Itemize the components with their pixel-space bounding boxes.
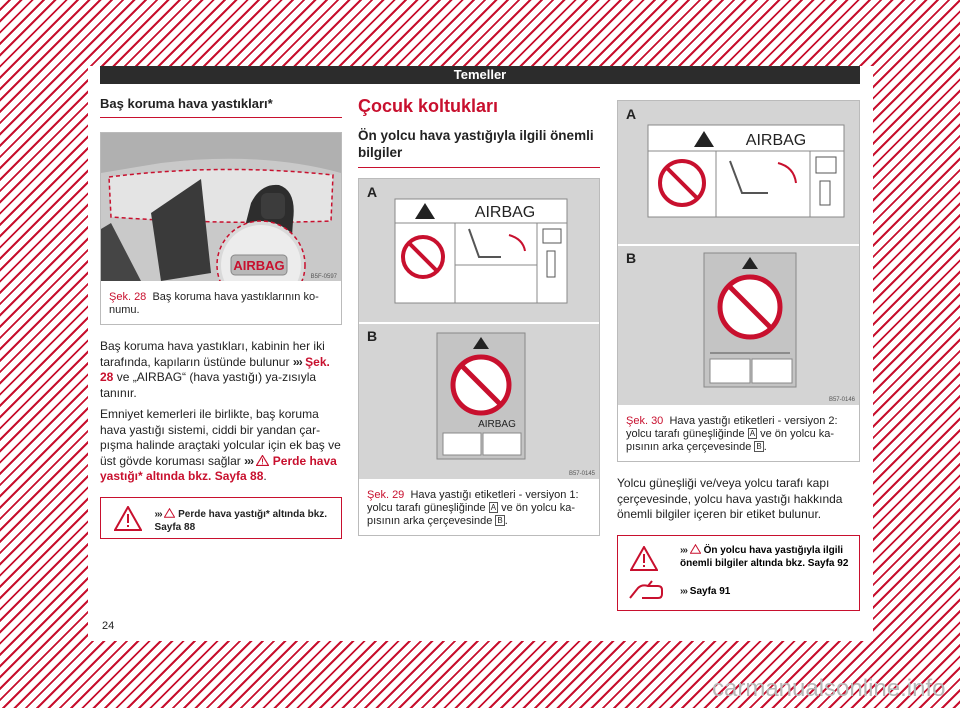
figure-code: B5F-0597 [310,274,337,280]
figure-29 [358,178,600,536]
section-title: Baş koruma hava yastıkları* [100,96,342,118]
paragraph-1-text-a: Baş koruma hava yastıkları, kabinin her iki tarafında, kapıların üstünde bulunur [100,339,325,369]
column-1 [100,96,342,539]
airbag-label: AIRBAG [233,258,285,273]
warning-triangle-icon [114,506,142,531]
ref-link-fig-28[interactable]: Şek. 28 [100,354,330,384]
figure-caption-label: Şek. 30 [626,415,664,427]
warning-triangle-icon [630,546,658,571]
warning-box [100,497,342,539]
figure-caption-text-2: ve ön yolcu ka-pısının arka çerçevesinde [626,428,835,453]
page-header: Temeller [100,66,860,84]
warning-note-box [617,535,860,611]
label-a: A [626,106,637,122]
figure-caption-label: Şek. 29 [367,489,405,501]
warning-triangle-small-icon [164,508,175,518]
paragraph-1: Baş koruma hava yastıkları, kabinin her iki tarafında, kapıların üstünde bulunur ››› Şek. 28 ve „AIRBAG“ (hava yastığı) ya-zısıyla tanınır. [100,339,330,400]
figure-code: B57-0146 [828,397,855,403]
note-text-content[interactable]: Sayfa 91 [689,585,731,597]
airbag-sticker-title: AIRBAG [745,132,807,149]
page-number: 24 [102,620,115,632]
label-a: A [367,184,378,200]
chapter-title: Çocuk koltukları [358,96,499,116]
ref-link-curtain-airbag[interactable]: Perde hava yastığı* altında bkz. Sayfa 88 [100,453,337,483]
watermark: carmanualsonline.info [712,675,946,702]
warning-icon-wrap [101,498,155,538]
figure-caption: Şek. 30 Hava yastığı etiketleri - versiyon 2: yolcu tarafı güneşliğinde A ve ön yolcu ka-pısının arka çerçevesinde B . [626,415,838,453]
warning-triangle-small-icon [690,544,701,554]
key-a-badge: A [749,429,756,438]
warning-text: ››› Ön yolcu hava yastığıyla ilgili önemli bilgiler altında bkz. Sayfa 92 [680,544,849,569]
paragraph-col3: Yolcu güneşliği ve/veya yolcu tarafı kapı çerçevesinde, yolcu hava yastığı hakkında önemli bilgiler içeren bir etiket bulunur. [617,476,843,521]
paragraph-1-text-b: ve „AIRBAG“ (hava yastığı) ya-zısıyla tanınır. [100,370,317,400]
figure-caption-label: Şek. 28 [109,291,147,303]
label-b: B [367,328,378,344]
warning-text: ››› Perde hava yastığı* altında bkz. Sayfa 88 [154,508,328,533]
label-b: B [626,250,637,266]
airbag-sticker-b-title: AIRBAG [478,419,516,430]
paragraph-2: Emniyet kemerleri ile birlikte, baş koruma hava yastığı sistemi, ciddi bir yandan çar-pışma halinde araçtaki yolcular için ek baş ve üst gövde koruması sağlar ››› Perde hava yastığı* altında bkz. Sayfa 88. [100,407,341,483]
warning-icon-wrap [630,546,658,576]
note-text: ››› Sayfa 91 [680,585,731,597]
figure-code: B57-0145 [568,471,595,477]
key-b-badge: B [756,442,762,451]
paragraph-2-text: Emniyet kemerleri ile birlikte, baş koruma hava yastığı sistemi, ciddi bir yandan çar-pışma halinde araçtaki yolcular için ek baş ve üst gövde koruması sağlar [100,407,341,468]
note-icon-wrap [628,580,664,607]
airbag-labels-v2-illustration [618,101,859,405]
subsection-title: Ön yolcu hava yastığıyla ilgili önemli bilgiler [358,127,600,168]
airbag-labels-v1-illustration [359,179,599,479]
figure-30 [617,100,860,462]
note-hand-icon [628,580,664,602]
warning-text-content[interactable]: Perde hava yastığı* altında bkz. Sayfa 88 [154,508,328,533]
airbag-sticker-title: AIRBAG [474,204,536,221]
column-3 [617,96,860,611]
figure-caption-text: Baş koruma hava yastıklarının ko-numu. [109,291,319,316]
figure-caption [101,286,341,324]
head-airbag-illustration [101,133,341,281]
figure-caption: Şek. 29 Hava yastığı etiketleri - versiyon 1: yolcu tarafı güneşliğinde A ve ön yolcu ka-pısının arka çerçevesinde B . [367,489,579,527]
column-2 [358,96,600,536]
key-a-badge: A [490,503,497,512]
figure-28 [100,132,342,325]
figure-caption-text-1: Hava yastığı etiketleri - versiyon 1: yolcu tarafı güneşliğinde [367,489,579,514]
warning-text-content[interactable]: Ön yolcu hava yastığıyla ilgili önemli bilgiler altında bkz. Sayfa 92 [680,544,849,569]
key-b-badge: B [497,516,503,525]
warning-triangle-icon [256,455,269,466]
figure-caption-text-1: Hava yastığı etiketleri - versiyon 2: yolcu tarafı güneşliğinde [626,415,838,440]
figure-caption-text-2: ve ön yolcu ka-pısının arka çerçevesinde [367,502,576,527]
